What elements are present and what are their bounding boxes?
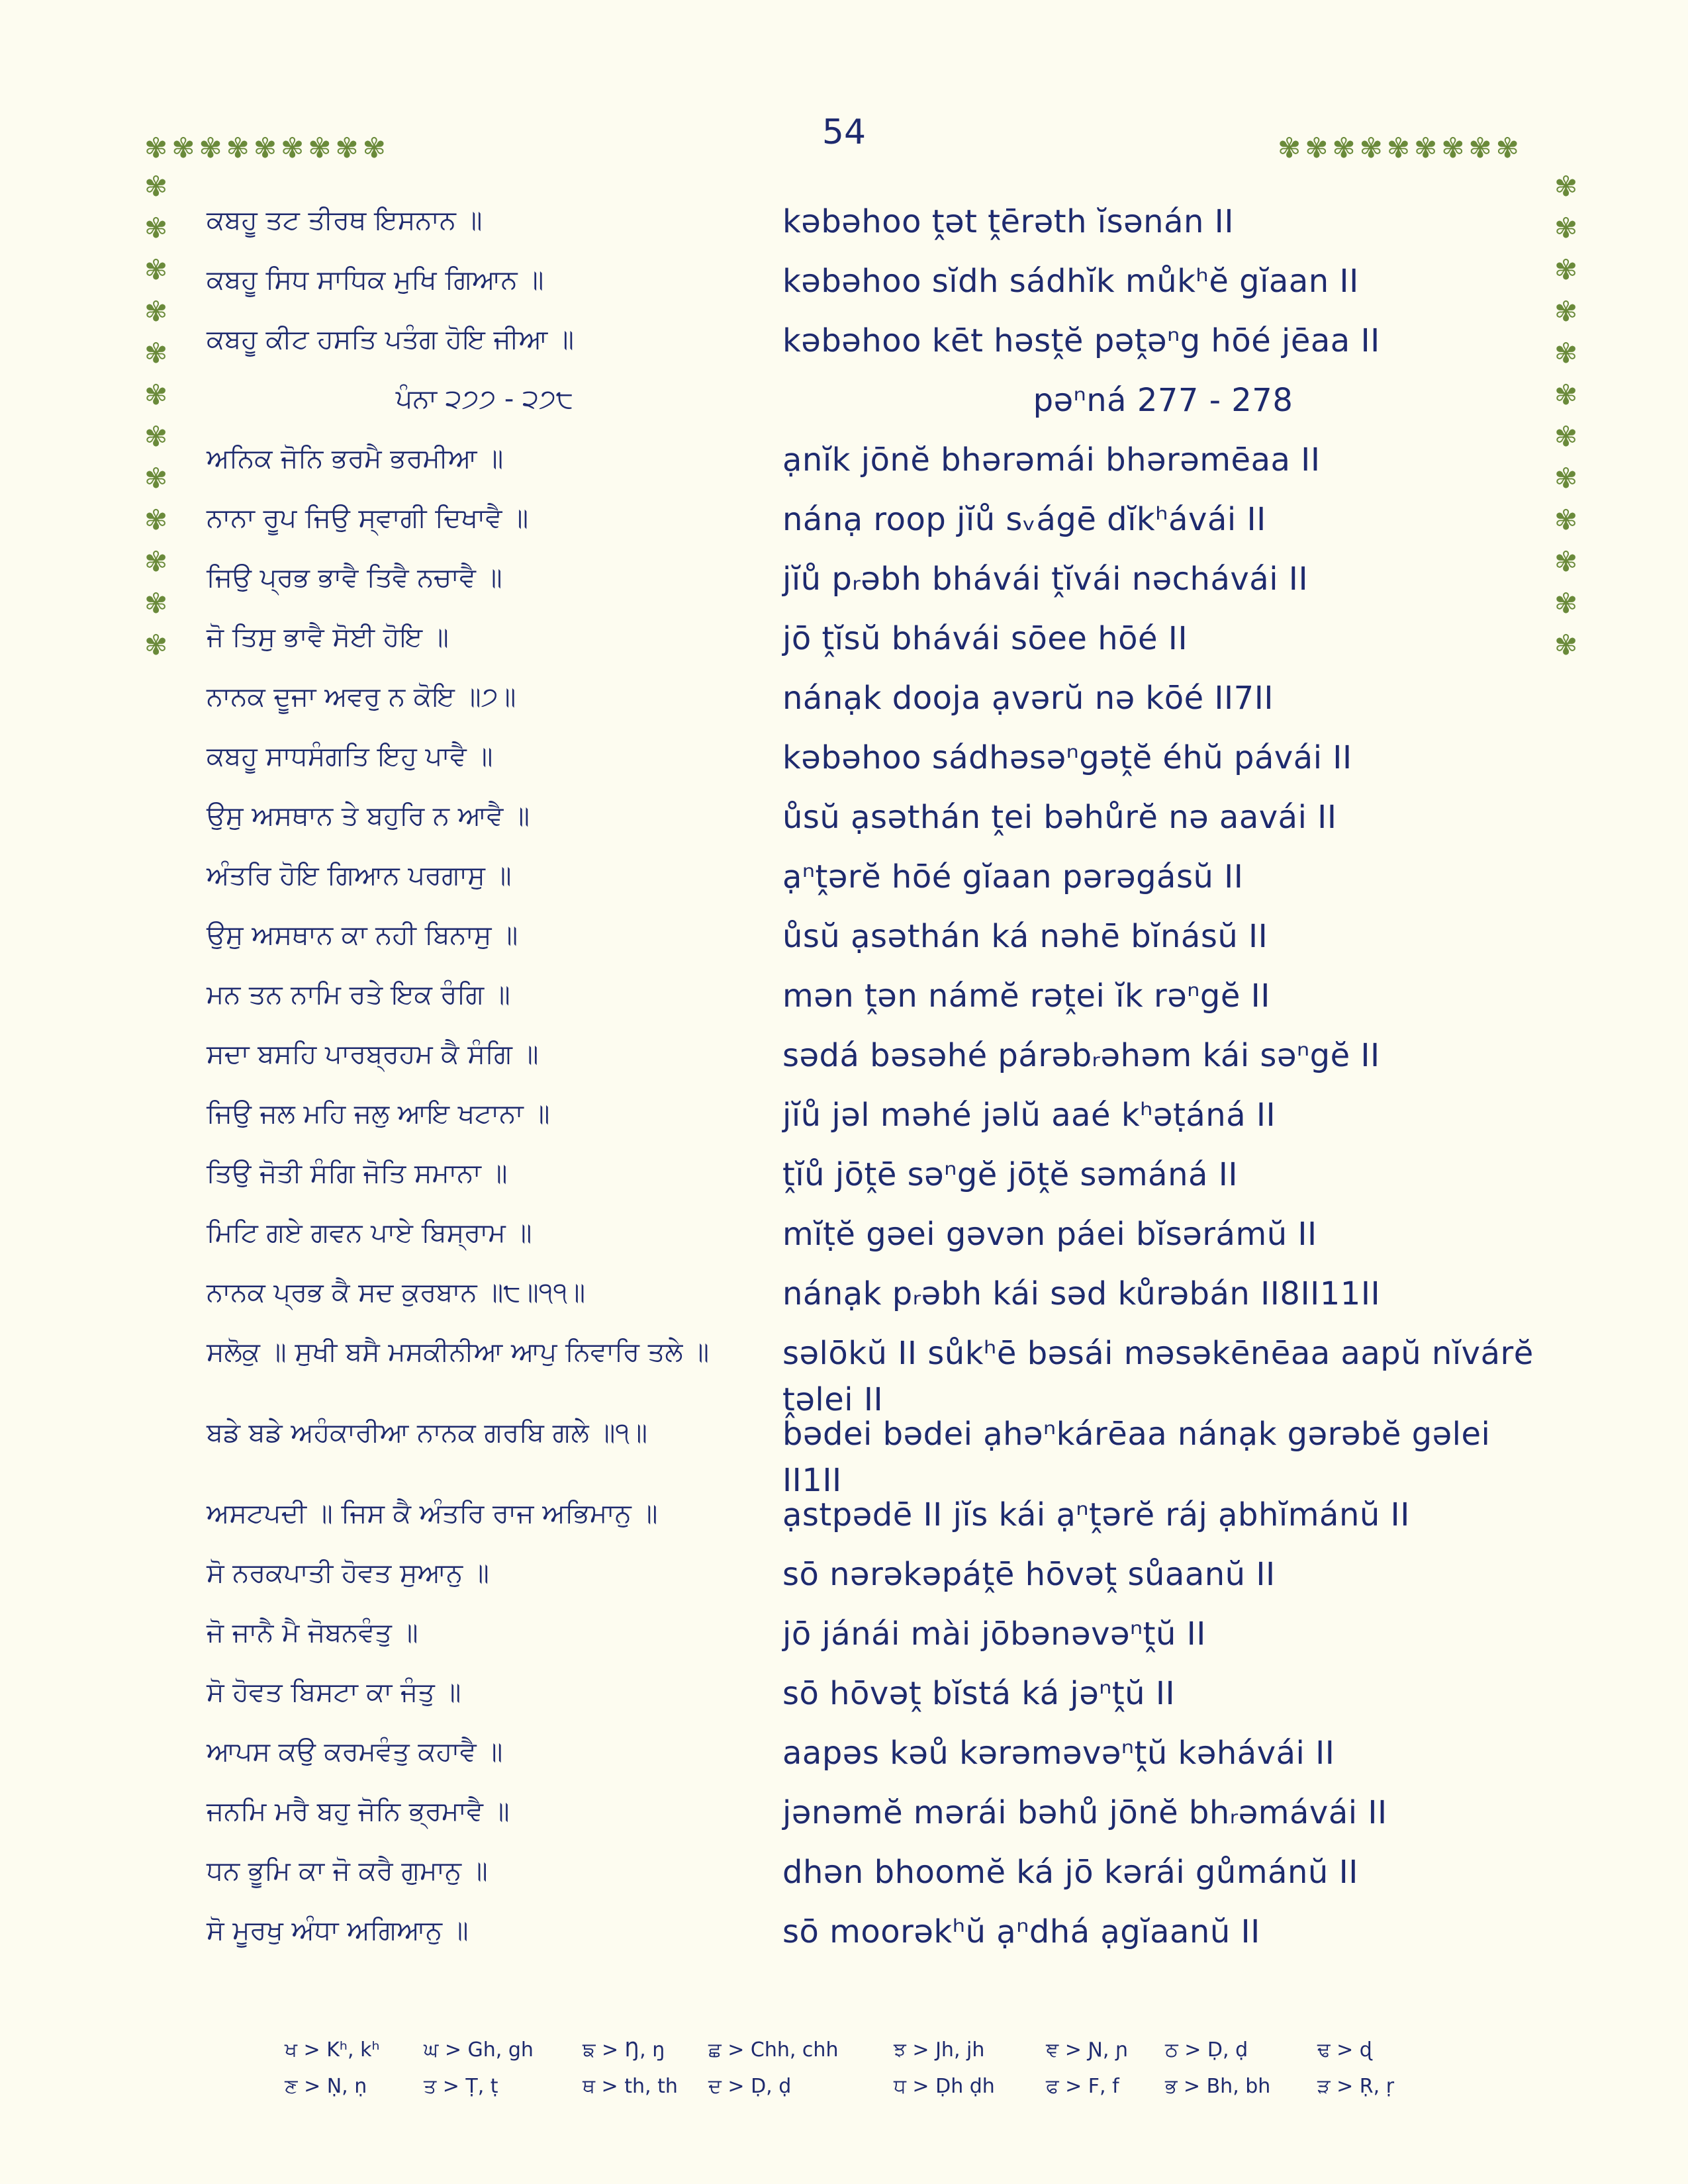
gurmukhi-line: ਉਸੁ ਅਸਥਾਨ ਤੇ ਬਹੁਰਿ ਨ ਆਵੈ ॥ (207, 801, 530, 831)
flower-ornament: ✾ (1554, 253, 1578, 286)
gurmukhi-line: ਸਲੋਕੁ ॥ ਸੁਖੀ ਬਸੈ ਮਸਕੀਨੀਆ ਆਪੁ ਨਿਵਾਰਿ ਤਲੇ ॥ (207, 1337, 710, 1367)
transliteration-line: nánạk dooja ạvərŭ nə kōé II7II (782, 680, 1274, 717)
gurmukhi-line: ਧਨ ਭੂਮਿ ਕਾ ਜੋ ਕਰੈ ਗੁਮਾਨੁ ॥ (207, 1856, 488, 1886)
gurmukhi-line: ਸੋ ਨਰਕਪਾਤੀ ਹੋਵਤ ਸੁਆਨੁ ॥ (207, 1558, 489, 1588)
flower-ornament: ✾ (1554, 629, 1578, 661)
flower-ornament: ✾ (144, 587, 168, 619)
key-entry: ਛ > Chh, chh (708, 2038, 839, 2062)
key-entry: ੜ > Ṛ, ṛ (1317, 2075, 1395, 2098)
gurmukhi-line: ਜੋ ਤਿਸੁ ਭਾਵੈ ਸੋਈ ਹੋਇ ॥ (207, 622, 449, 653)
key-entry: ਘ > Gh, gh (424, 2038, 534, 2062)
flower-ornament: ✾ (1554, 295, 1578, 328)
flower-ornament: ✾ (144, 379, 168, 411)
gurmukhi-line: ਅਨਿਕ ਜੋਨਿ ਭਰਮੈ ਭਰਮੀਆ ॥ (207, 443, 504, 474)
flower-ornament: ✾ (1554, 462, 1578, 494)
flower-ornament: ✾ (1495, 132, 1523, 164)
transliteration-line: dhən bhoomĕ ká jō kərái gůmánŭ II (782, 1854, 1358, 1891)
flower-ornament: ✾ (1554, 379, 1578, 411)
transliteration-line: sō nərəkəpáṱē hōvəṱ sůaanŭ II (782, 1556, 1276, 1593)
gurmukhi-line: ਅਸਟਪਦੀ ॥ ਜਿਸ ਕੈ ਅੰਤਰਿ ਰਾਜ ਅਭਿਮਾਨੁ ॥ (207, 1498, 658, 1529)
flower-ornament: ✾ (1554, 587, 1578, 619)
gurmukhi-line: ਮਨ ਤਨ ਨਾਮਿ ਰਤੇ ਇਕ ਰੰਗਿ ॥ (207, 979, 510, 1010)
gurmukhi-line: ਸਦਾ ਬਸਹਿ ਪਾਰਬ੍ਰਹਮ ਕੈ ਸੰਗਿ ॥ (207, 1039, 539, 1069)
flower-ornament: ✾ (144, 504, 168, 536)
flower-ornament: ✾ (1359, 132, 1387, 164)
key-entry: ਦ > Ḍ, ḍ (708, 2075, 792, 2098)
key-entry: ਙ > Ŋ, ŋ (583, 2038, 665, 2062)
flower-ornament: ✾ (144, 253, 168, 286)
transliteration-line: ạnĭk jōnĕ bhərəmái bhərəmēaa II (782, 441, 1321, 478)
transliteration-line: nánạk pᵣəbh kái səd kůrəbán II8II11II (782, 1275, 1381, 1312)
flower-ornament: ✾ (144, 170, 168, 203)
transliteration-line: jĭů jəl məhé jəlŭ aaé kʰəṭáná II (782, 1097, 1276, 1134)
flower-ornament: ✾ (1554, 420, 1578, 453)
flower-ornament: ✾ (1441, 132, 1469, 164)
gurmukhi-line: ਆਪਸ ਕਉ ਕਰਮਵੰਤੁ ਕਹਾਵੈ ॥ (207, 1737, 503, 1767)
transliteration-line: jĭů pᵣəbh bhávái ṱĭvái nəchávái II (782, 561, 1309, 598)
gurmukhi-line: ਜੋ ਜਾਨੈ ਮੈ ਜੋਬਨਵੰਤੁ ॥ (207, 1617, 418, 1648)
flower-ornament: ✾ (144, 545, 168, 578)
flower-ornament: ✾ (226, 132, 254, 164)
gurmukhi-line: ਬਡੇ ਬਡੇ ਅਹੰਕਾਰੀਆ ਨਾਨਕ ਗਰਬਿ ਗਲੇ ॥੧॥ (207, 1418, 647, 1448)
transliteration-line: ạstpədē II jĭs kái ạⁿṱərĕ ráj ạbhĭmánŭ II (782, 1496, 1410, 1533)
border-flowers-right (1554, 165, 1577, 666)
transliteration-line: ůsŭ ạsəthán ká nəhē bĭnásŭ II (782, 918, 1268, 955)
gurmukhi-line: ਨਾਨਕ ਦੂਜਾ ਅਵਰੁ ਨ ਕੋਇ ॥੭॥ (207, 682, 516, 712)
transliteration-line: sədá bəsəhé párəbᵣəhəm kái səⁿgĕ II (782, 1037, 1380, 1074)
flower-ornament: ✾ (1554, 337, 1578, 369)
key-entry: ਖ > Kʰ, kʰ (285, 2038, 380, 2062)
transliteration-line: mən ṱən námĕ rəṱei ĭk rəⁿgĕ II (782, 978, 1270, 1015)
key-entry: ਤ > Ṭ, ṭ (424, 2075, 498, 2098)
transliteration-line: kəbəhoo ṱət ṱērəth ĭsənán II (782, 203, 1234, 240)
flower-ornament: ✾ (144, 462, 168, 494)
gurmukhi-line: ਜਨਮਿ ਮਰੈ ਬਹੁ ਜੋਨਿ ਭ੍ਰਮਾਵੈ ॥ (207, 1796, 510, 1827)
transliteration-line: jō jánái mài jōbənəvəⁿṱŭ II (782, 1615, 1206, 1653)
gurmukhi-line: ਕਬਹੂ ਸਾਧਸੰਗਤਿ ਇਹੁ ਪਾਵੈ ॥ (207, 741, 493, 772)
border-flowers-top-right (1278, 132, 1523, 164)
transliteration-line: ůsŭ ạsəthán ṱei bəhůrĕ nə aavái II (782, 799, 1337, 836)
gurmukhi-line: ਕਬਹੂ ਕੀਟ ਹਸਤਿ ਪਤੰਗ ਹੋਇ ਜੀਆ ॥ (207, 324, 574, 355)
border-flowers-top-left (144, 132, 390, 164)
flower-ornament: ✾ (1554, 504, 1578, 536)
key-entry: ਭ > Bh, bh (1165, 2075, 1271, 2098)
transliteration-line: kəbəhoo sádhəsəⁿgəṱĕ éhŭ pávái II (782, 739, 1352, 776)
flower-ornament: ✾ (1414, 132, 1442, 164)
flower-ornament: ✾ (171, 132, 199, 164)
transliteration-line: bədei bədei ạhəⁿkárēaa nánạk gərəbĕ gəlei II1II (782, 1416, 1491, 1499)
key-entry: ਝ > Jh, jh (894, 2038, 985, 2062)
key-entry: ਠ > Ḍ, ḍ (1165, 2038, 1248, 2062)
transliteration-line: nánạ roop jĭů sᵥágē dĭkʰávái II (782, 501, 1266, 538)
gurmukhi-line: ਤਿਉ ਜੋਤੀ ਸੰਗਿ ਜੋਤਿ ਸਮਾਨਾ ॥ (207, 1158, 508, 1189)
gurmukhi-line: ਕਬਹੂ ਸਿਧ ਸਾਧਿਕ ਮੁਖਿ ਗਿਆਨ ॥ (207, 265, 544, 295)
flower-ornament: ✾ (1554, 170, 1578, 203)
gurmukhi-line: ਜਿਉ ਜਲ ਮਹਿ ਜਲੁ ਆਇ ਖਟਾਨਾ ॥ (207, 1099, 550, 1129)
border-flowers-left (144, 165, 167, 666)
transliteration-line: aapəs kəů kərəməvəⁿṱŭ kəhávái II (782, 1735, 1335, 1772)
flower-ornament: ✾ (253, 132, 281, 164)
transliteration-line: mĭṭĕ gəei gəvən páei bĭsərámŭ II (782, 1216, 1317, 1253)
flower-ornament: ✾ (144, 629, 168, 661)
gurmukhi-line: ਕਬਹੂ ਤਟ ਤੀਰਥ ਇਸਨਾਨ ॥ (207, 205, 483, 236)
key-entry: ਢ > ɖ (1317, 2038, 1372, 2062)
gurmukhi-line: ਨਾਨਾ ਰੂਪ ਜਿਉ ਸ੍ਵਾਗੀ ਦਿਖਾਵੈ ॥ (207, 503, 529, 533)
page-number: 54 (821, 113, 867, 152)
flower-ornament: ✾ (308, 132, 336, 164)
gurmukhi-line: ਸੋ ਮੂਰਖੁ ਅੰਧਾ ਅਗਿਆਨੁ ॥ (207, 1915, 469, 1946)
transliteration-line: pəⁿná 277 - 278 (1033, 382, 1293, 419)
flower-ornament: ✾ (335, 132, 363, 164)
transliteration-line: kəbəhoo kēt həsṱĕ pəṱəⁿg hōé jēaa II (782, 322, 1380, 359)
gurmukhi-line: ਸੋ ਹੋਵਤ ਬਿਸਟਾ ਕਾ ਜੰਤੁ ॥ (207, 1677, 461, 1707)
transliteration-line: sō hōvəṱ bĭstá ká jəⁿṱŭ II (782, 1675, 1176, 1712)
key-entry: ਥ > th, th (583, 2075, 678, 2098)
gurmukhi-line: ਪੰਨਾ ੨੭੭ - ੨੭੮ (395, 384, 574, 414)
transliteration-line: ạⁿṱərĕ hōé gĭaan pərəgásŭ II (782, 858, 1244, 895)
flower-ornament: ✾ (1554, 545, 1578, 578)
flower-ornament: ✾ (199, 132, 226, 164)
flower-ornament: ✾ (1278, 132, 1305, 164)
transliteration-line: jō ṱĭsŭ bhávái sōee hōé II (782, 620, 1188, 657)
flower-ornament: ✾ (362, 132, 390, 164)
flower-ornament: ✾ (1332, 132, 1360, 164)
gurmukhi-line: ਨਾਨਕ ਪ੍ਰਭ ਕੈ ਸਦ ਕੁਰਬਾਨ ॥੮॥੧੧॥ (207, 1277, 586, 1308)
gurmukhi-line: ਅੰਤਰਿ ਹੋਇ ਗਿਆਨ ਪਰਗਾਸੁ ॥ (207, 860, 512, 891)
flower-ornament: ✾ (1468, 132, 1496, 164)
flower-ornament: ✾ (144, 295, 168, 328)
gurmukhi-line: ਜਿਉ ਪ੍ਰਭ ਭਾਵੈ ਤਿਵੈ ਨਚਾਵੈ ॥ (207, 563, 502, 593)
key-entry: ਫ > F, f (1046, 2075, 1119, 2098)
flower-ornament: ✾ (1386, 132, 1415, 164)
transliteration-line: kəbəhoo sĭdh sádhĭk můkʰĕ gĭaan II (782, 263, 1359, 300)
key-entry: ਧ > Ḍh ḍh (894, 2075, 995, 2098)
transliteration-line: jənəmĕ mərái bəhů jōnĕ bhᵣəmávái II (782, 1794, 1387, 1831)
flower-ornament: ✾ (144, 337, 168, 369)
flower-ornament: ✾ (144, 212, 168, 244)
flower-ornament: ✾ (1305, 132, 1333, 164)
transliteration-line: səlōkŭ II sůkʰē bəsái məsəkēnēaa aapŭ nĭvárĕ ṱəlei II (782, 1335, 1534, 1418)
flower-ornament: ✾ (144, 132, 172, 164)
key-entry: ਣ > Ṇ, ṇ (285, 2075, 367, 2098)
flower-ornament: ✾ (281, 132, 308, 164)
gurmukhi-line: ਉਸੁ ਅਸਥਾਨ ਕਾ ਨਹੀ ਬਿਨਾਸੁ ॥ (207, 920, 518, 950)
key-entry: ਞ > Ɲ, ɲ (1046, 2038, 1129, 2062)
flower-ornament: ✾ (144, 420, 168, 453)
transliteration-line: sō moorəkʰŭ ạⁿdhá ạgĭaanŭ II (782, 1913, 1260, 1950)
gurmukhi-line: ਮਿਟਿ ਗਏ ਗਵਨ ਪਾਏ ਬਿਸ੍ਰਾਮ ॥ (207, 1218, 532, 1248)
flower-ornament: ✾ (1554, 212, 1578, 244)
transliteration-line: ṱĭů jōṱē səⁿgĕ jōṱĕ səmáná II (782, 1156, 1238, 1193)
